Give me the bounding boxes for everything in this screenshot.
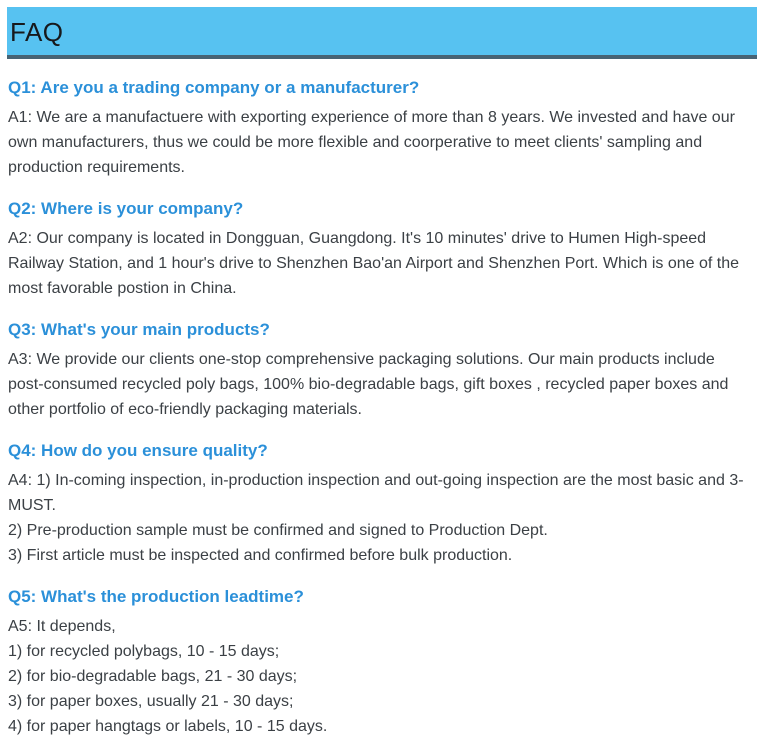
faq-answer-line: A5: It depends, [8,618,116,635]
faq-item-q4 [8,440,753,568]
faq-item-q3 [8,319,753,422]
faq-answer-line: A4: 1) In-coming inspection, in-production inspection and out-going inspection are the most basic and 3-MUST. [8,472,744,514]
faq-question: Q5: What's the production leadtime? [8,587,304,606]
faq-item-q1 [8,77,753,180]
faq-question: Q3: What's your main products? [8,320,270,339]
faq-answer-line: 4) for paper hangtags or labels, 10 - 15 days. [8,718,328,735]
faq-answer-line: 2) for bio-degradable bags, 21 - 30 days; [8,668,298,685]
faq-answer-line: 2) Pre-production sample must be confirmed and signed to Production Dept. [8,522,548,539]
faq-item-q5 [8,586,753,739]
faq-section-header [7,7,757,59]
faq-answer-line: A2: Our company is located in Dongguan, Guangdong. It's 10 minutes' drive to Humen High-speed Railway Station, and 1 hour's drive to Shenzhen Bao'an Airport and Shenzhen Port. Which is one of the most favorable postion in China. [8,230,739,297]
faq-answer-line: A1: We are a manufactuere with exporting experience of more than 8 years. We invested and have our own manufacturers, thus we could be more flexible and coorperative to meet clients' sampling and production requirements. [8,109,735,176]
faq-answer-line: 3) First article must be inspected and confirmed before bulk production. [8,547,513,564]
page-title: FAQ [10,17,64,47]
faq-page [0,7,765,755]
faq-question: Q2: Where is your company? [8,199,244,218]
faq-answer-line: A3: We provide our clients one-stop comprehensive packaging solutions. Our main products include post-consumed recycled poly bags, 100% bio-degradable bags, gift boxes , recycled paper boxes and other portfolio of eco-friendly packaging materials. [8,351,729,418]
faq-answer-line: 3) for paper boxes, usually 21 - 30 days; [8,693,294,710]
faq-answer-line: 1) for recycled polybags, 10 - 15 days; [8,643,280,660]
faq-item-q2 [8,198,753,301]
faq-list [0,77,765,747]
faq-question: Q1: Are you a trading company or a manufacturer? [8,78,420,97]
faq-question: Q4: How do you ensure quality? [8,441,268,460]
